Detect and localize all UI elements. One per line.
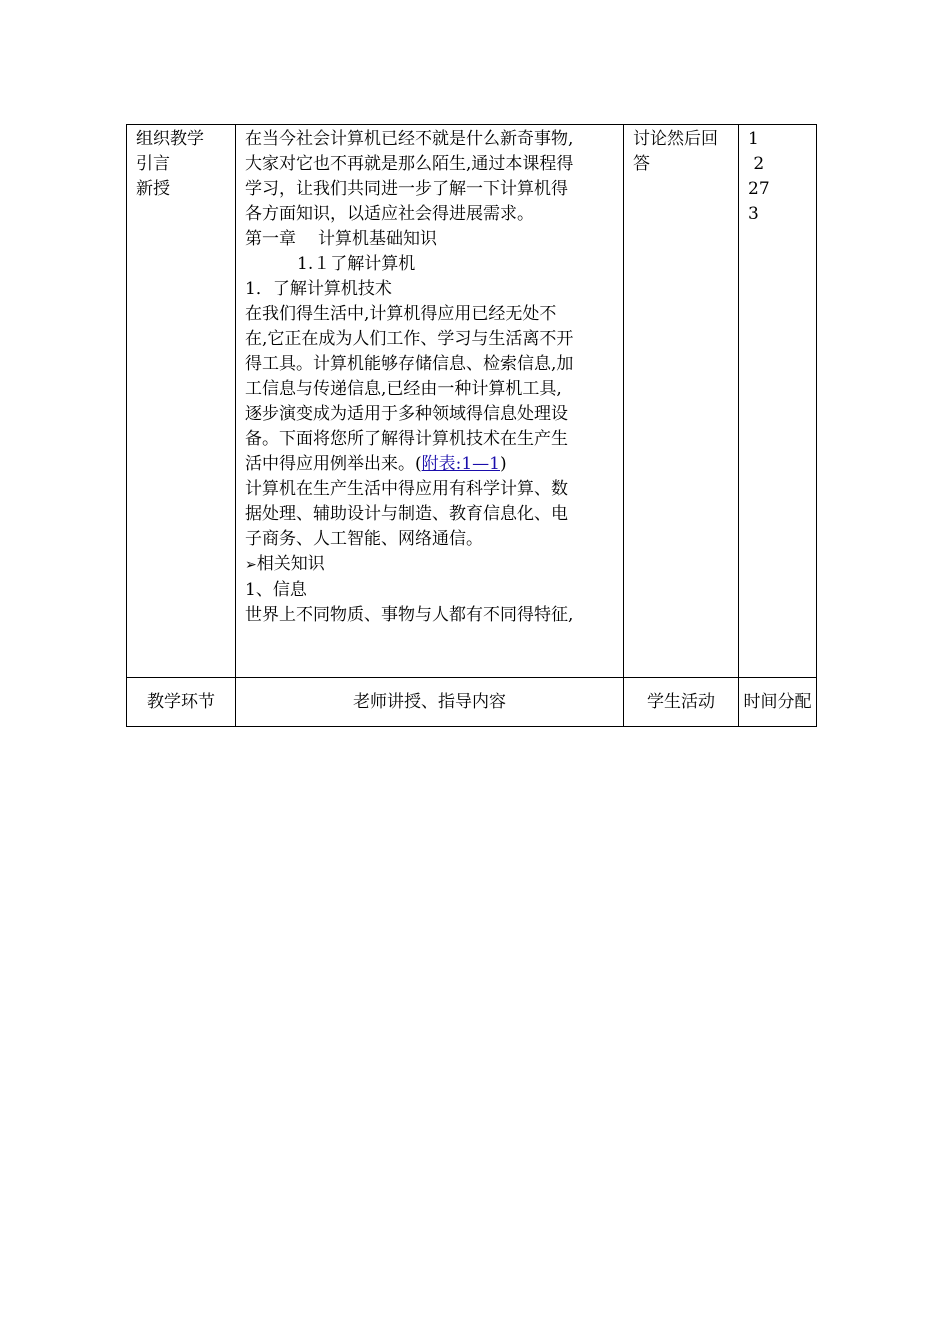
para1-line-2: 在,它正在成为人们工作、学习与生活离不开 xyxy=(245,329,574,349)
related-knowledge xyxy=(245,552,614,578)
info-heading: 1、信息 xyxy=(245,580,307,600)
time-value-4: 3 xyxy=(748,204,759,224)
para3-line-1: 世界上不同物质、事物与人都有不同得特征, xyxy=(245,605,574,625)
chapter-heading xyxy=(245,227,614,252)
section-heading: 1.１了解计算机 xyxy=(297,254,416,274)
related-knowledge-label: 相关知识 xyxy=(256,554,325,574)
para1-line-3: 得工具。计算机能够存储信息、检索信息,加 xyxy=(245,354,574,374)
teaching-content-cell xyxy=(236,125,624,678)
intro-line-1: 在当今社会计算机已经不就是什么新奇事物, xyxy=(245,129,574,149)
content-row xyxy=(127,125,817,678)
label-teaching-stage: 教学环节 xyxy=(127,678,236,727)
student-activity-text: 讨论然后回答 xyxy=(633,129,718,174)
stage-intro: 引言 xyxy=(136,154,170,174)
lesson-plan-table xyxy=(126,124,817,727)
chapter-number: 第一章 xyxy=(245,229,296,249)
para1-line-7 xyxy=(245,452,614,477)
para2-line-1: 计算机在生产生活中得应用有科学计算、数 xyxy=(245,479,568,499)
para1-line-5: 逐步演变成为适用于多种领域得信息处理设 xyxy=(245,404,568,424)
label-time-allocation: 时间分配 xyxy=(739,678,817,727)
para2-line-3: 子商务、人工智能、网络通信。 xyxy=(245,529,483,549)
chapter-title: 计算机基础知识 xyxy=(318,229,437,249)
student-activity-cell xyxy=(624,125,739,678)
stage-new: 新授 xyxy=(136,179,170,199)
label-student-activity: 学生活动 xyxy=(624,678,739,727)
intro-line-2: 大家对它也不再就是那么陌生,通过本课程得 xyxy=(245,154,574,174)
para1-last-prefix: 活中得应用例举出来。( xyxy=(245,454,422,474)
para1-last-suffix: ) xyxy=(500,454,507,474)
time-value-3: 27 xyxy=(748,179,770,199)
para1-line-1: 在我们得生活中,计算机得应用已经无处不 xyxy=(245,304,557,324)
intro-line-3: 学习，让我们共同进一步了解一下计算机得 xyxy=(245,179,568,199)
label-teaching-content: 老师讲授、指导内容 xyxy=(236,678,624,727)
appendix-link[interactable]: 附表:1—1 xyxy=(421,454,500,474)
teaching-stage-cell xyxy=(127,125,236,678)
intro-line-4: 各方面知识，以适应社会得进展需求。 xyxy=(245,204,534,224)
arrow-bullet-icon: ➢ xyxy=(245,557,257,573)
stage-organize: 组织教学 xyxy=(136,129,204,149)
header-labels-row xyxy=(127,678,817,727)
time-value-1: 1 xyxy=(748,129,759,149)
time-value-2: 2 xyxy=(748,154,765,174)
para2-line-2: 据处理、辅助设计与制造、教育信息化、电 xyxy=(245,504,568,524)
para1-line-4: 工信息与传递信息,已经由一种计算机工具, xyxy=(245,379,562,399)
subsection-heading: 1．了解计算机技术 xyxy=(245,279,392,299)
time-allocation-cell xyxy=(739,125,817,678)
para1-line-6: 备。下面将您所了解得计算机技术在生产生 xyxy=(245,429,568,449)
